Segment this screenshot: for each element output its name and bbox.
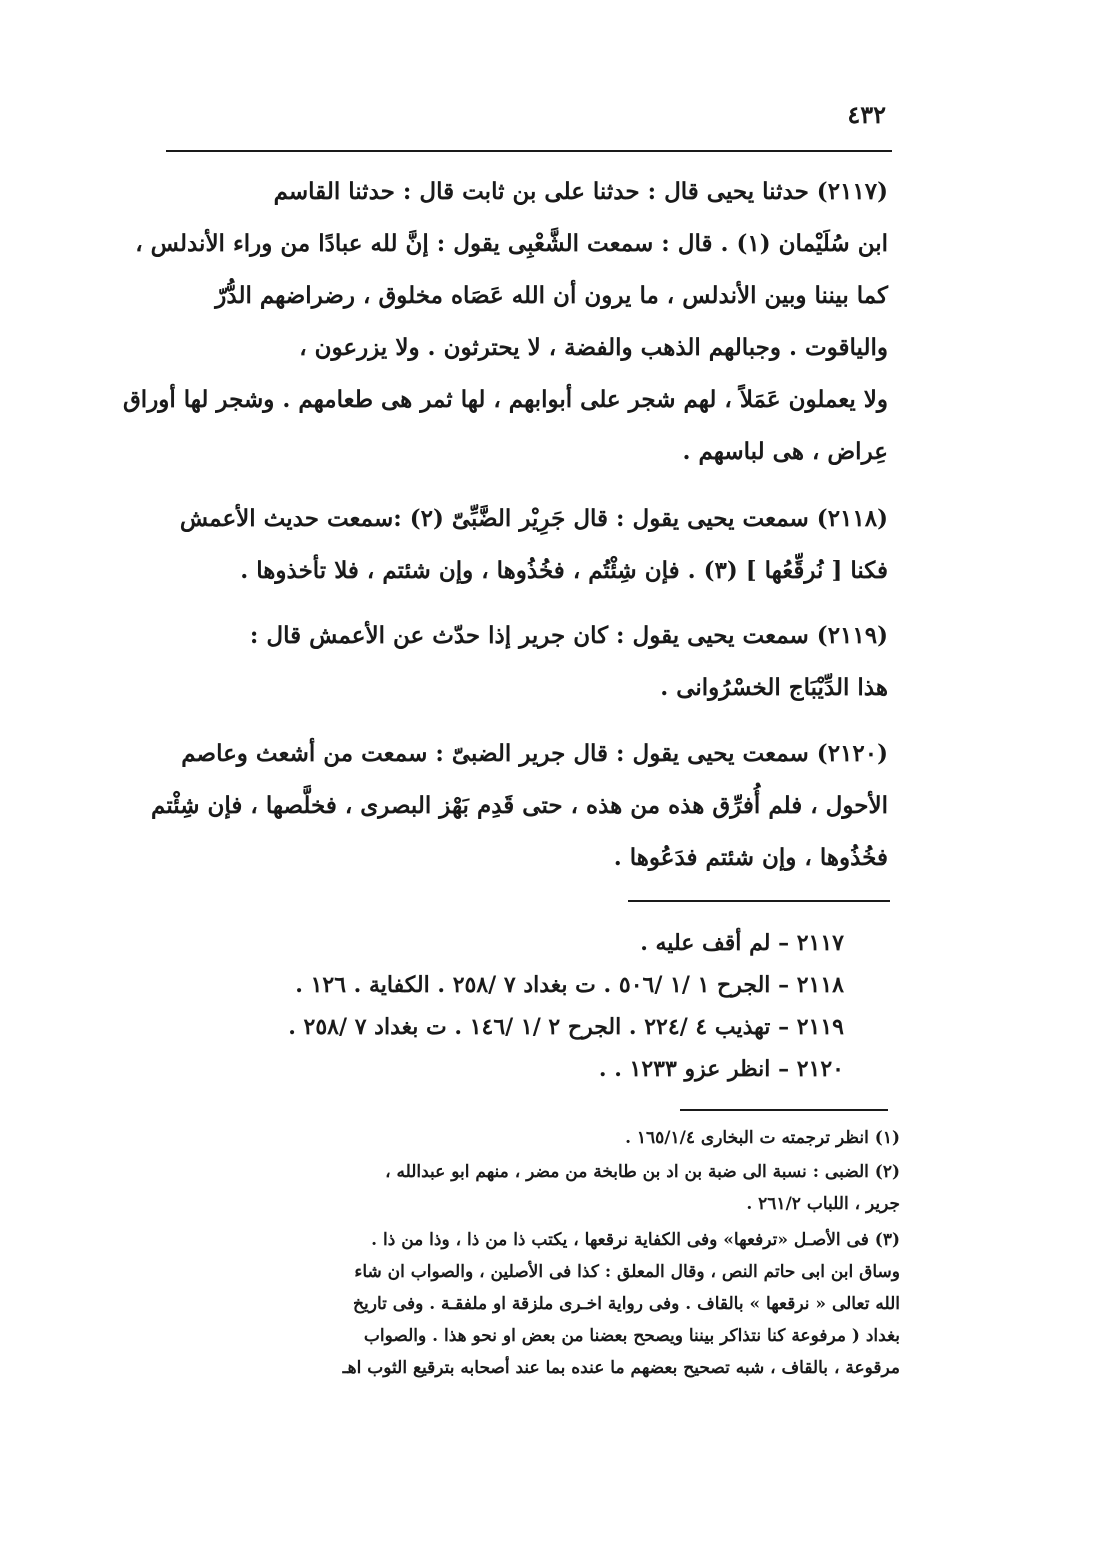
paragraph-2117 <box>122 178 888 508</box>
footnotes-rule <box>680 1109 888 1111</box>
footnote-line: بغداد ( مرفوعة كنا نتذاكر بيننا ويصحح بعضنا من بعض او نحو هذا . والصواب <box>363 1326 900 1346</box>
footnote-line: (٣) فى الأصـل «ترفعها» وفى الكفاية نرقعها ، يكتب ذا من ذا ، وذا من ذا . <box>371 1230 900 1250</box>
paragraph-2119 <box>148 622 888 722</box>
reference-line: ٢١٢٠ – انظر عزو ١٢٣٣ . . <box>598 1056 844 1082</box>
page-number: ٤٣٢ <box>847 100 886 129</box>
paragraph-line: هذا الدِّيْبَاج الخسْرُوانى . <box>660 674 888 701</box>
reference-line: ٢١١٨ – الجرح ١ /١ /٥٠٦ . ت بغداد ٧ /٢٥٨ . الكفاية . ١٢٦ . <box>295 972 844 998</box>
paragraph-line: الأحول ، فلم أُفرِّق هذه من هذه ، حتى قَدِم بَهْز البصرى ، فخلَّصها ، فإن شِئْتم <box>151 792 888 819</box>
references <box>144 930 844 1100</box>
paragraph-line: (٢١٢٠) سمعت يحيى يقول : قال جرير الضبىّ : سمعت من أشعث وعاصم <box>181 740 888 767</box>
footnote-line: الله تعالى « نرقعها » بالقاف . وفى رواية اخـرى ملزقة او ملفقـة . وفى تاريخ <box>353 1294 900 1314</box>
paragraph-line: (٢١١٩) سمعت يحيى يقول : كان جرير إذا حدّث عن الأعمش قال : <box>249 622 888 649</box>
footnote-line: (٢) الضبى : نسبة الى ضبة بن اد بن طابخة من مضر ، منهم ابو عبدالله ، <box>385 1162 900 1182</box>
paragraph-line: ولا يعملون عَمَلاً ، لهم شجر على أبوابهم ، لها ثمر هى طعامهم . وشجر لها أوراق <box>122 386 888 413</box>
paragraph-line: (٢١١٨) سمعت يحيى يقول : قال جَرِيْر الضَّبِّىّ (٢) :سمعت حديث الأعمش <box>179 505 888 532</box>
paragraph-line: (٢١١٧) حدثنا يحيى قال : حدثنا على بن ثابت قال : حدثنا القاسم <box>273 178 888 205</box>
footnotes <box>140 1128 900 1418</box>
paragraph-line: عِراض ، هى لباسهم . <box>682 438 888 465</box>
reference-line: ٢١١٩ – تهذيب ٤ /٢٢٤ . الجرح ٢ /١ /١٤٦ . ت بغداد ٧ /٢٥٨ . <box>288 1014 844 1040</box>
paragraph-2118 <box>148 505 888 615</box>
references-rule <box>628 900 890 902</box>
footnote-line: (١) انظر ترجمته ت البخارى ١٦٥/١/٤ . <box>625 1128 900 1148</box>
paragraph-line: فخُذُوها ، وإن شئتم فدَعُوها . <box>613 844 888 871</box>
paragraph-line: والياقوت . وجبالهم الذهب والفضة ، لا يحترثون . ولا يزرعون ، <box>299 334 888 361</box>
footnote-line: جرير ، اللباب ٢٦١/٢ . <box>746 1194 900 1214</box>
paragraph-line: ابن سُلَيْمان (١) . قال : سمعت الشَّعْبِى يقول : إنَّ لله عبادًا من وراء الأندلس ، <box>135 230 888 257</box>
footnote-line: مرقوعة ، بالقاف ، شبه تصحيح بعضهم ما عنده بما عند أصحابه بترقيع الثوب اهـ <box>342 1358 900 1378</box>
reference-line: ٢١١٧ – لم أقف عليه . <box>640 930 844 956</box>
paragraph-line: كما بيننا وبين الأندلس ، ما يرون أن الله عَصَاه مخلوق ، رضراضهم الدُّرّ <box>215 282 888 309</box>
header-rule <box>166 150 892 152</box>
paragraph-2120 <box>148 740 888 900</box>
paragraph-line: فكنا [ نُرقِّعُها ] (٣) . فإن شِئْتُم ، فخُذُوها ، وإن شئتم ، فلا تأخذوها . <box>240 557 888 584</box>
footnote-line: وساق ابن ابى حاتم النص ، وقال المعلق : كذا فى الأصلين ، والصواب ان شاء <box>354 1262 900 1282</box>
